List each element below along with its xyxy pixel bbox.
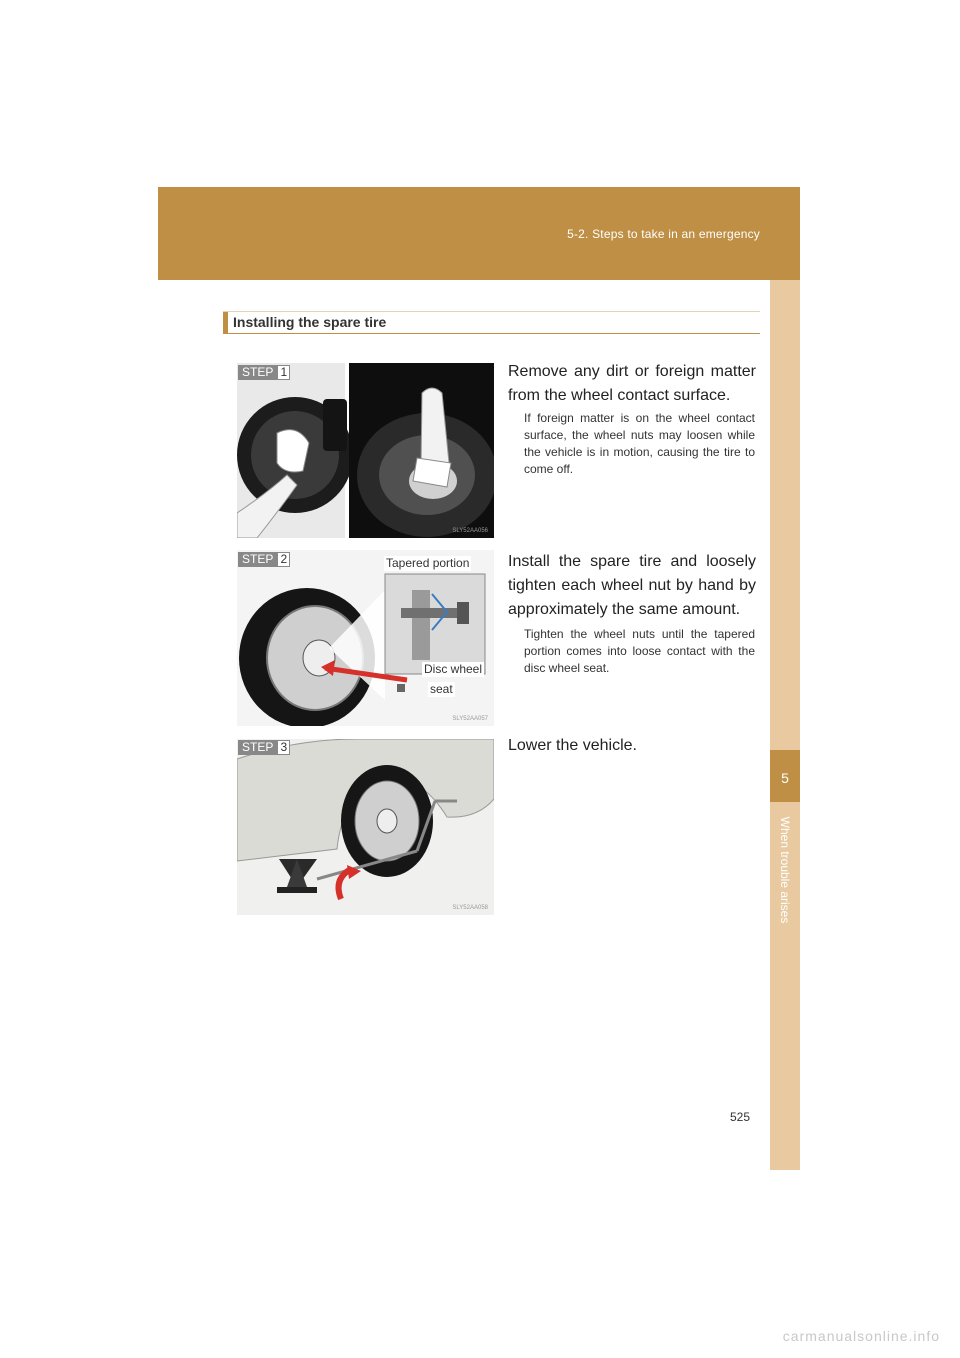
callout-disc-wheel: Disc wheel: [424, 662, 483, 676]
step-number: 2: [277, 552, 290, 567]
heading-accent-bar: [223, 312, 228, 333]
step-3-illustration: [237, 739, 494, 915]
step-label: STEP: [238, 740, 277, 755]
step-3-badge: [238, 740, 290, 755]
section-heading-text: Installing the spare tire: [233, 314, 387, 330]
step-1-illustration: [237, 363, 494, 538]
step-label: STEP: [238, 552, 277, 567]
section-heading: [223, 311, 760, 334]
running-header: 5-2. Steps to take in an emergency: [567, 227, 760, 241]
step-2-note: Tighten the wheel nuts until the tapered portion comes into loose contact with the disc wheel seat.: [524, 627, 755, 675]
step-2-instruction: Install the spare tire and loosely tighten each wheel nut by hand by approximately the same amount.: [508, 553, 756, 618]
chapter-tab: [770, 750, 800, 802]
callout-tapered-portion: Tapered portion: [386, 556, 470, 570]
step-3-instruction: Lower the vehicle.: [508, 737, 637, 754]
watermark: carmanualsonline.info: [782, 1328, 940, 1344]
image-code: SLY52AA056: [452, 528, 488, 534]
step-2-illustration: [237, 550, 494, 726]
step-number: 3: [277, 740, 290, 755]
step-1-badge: [238, 365, 290, 380]
header-band: [158, 187, 800, 280]
wheel-hub-cleaning-illustration: [237, 363, 494, 538]
step-label: STEP: [238, 365, 277, 380]
callout-seat: seat: [430, 682, 453, 696]
chapter-title: When trouble arises: [778, 816, 792, 924]
step-number: 1: [277, 365, 290, 380]
step-2-badge: [238, 552, 290, 567]
step-1-instruction: Remove any dirt or foreign matter from the wheel contact surface.: [508, 363, 756, 404]
step-1-note: If foreign matter is on the wheel contact surface, the wheel nuts may loosen while the vehicle is in motion, causing the tire to come off.: [524, 411, 755, 476]
chapter-number: 5: [781, 770, 789, 786]
spare-tire-mounting-illustration: [237, 550, 494, 726]
lowering-jack-illustration: [237, 739, 494, 915]
page-number: 525: [730, 1110, 751, 1124]
image-code: SLY52AA057: [452, 716, 488, 722]
image-code: SLY52AA058: [452, 905, 488, 911]
side-strip: [770, 280, 800, 1170]
